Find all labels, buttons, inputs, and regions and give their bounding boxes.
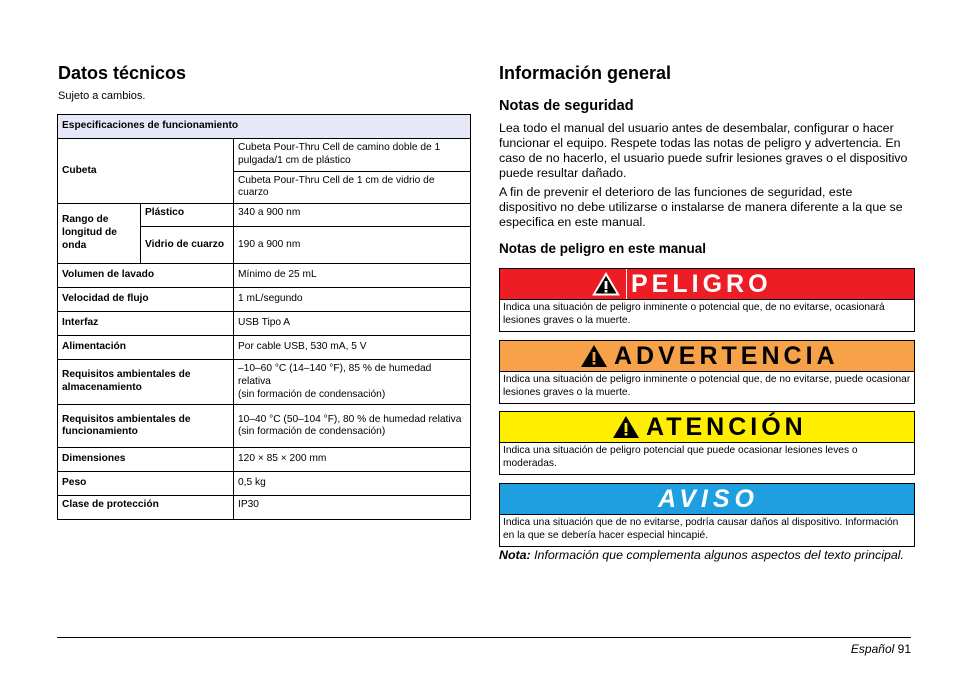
table-row <box>58 264 471 288</box>
hazard-desc-aviso: Indica una situación que de no evitarse, podría causar daños al dispositivo. Información en la que se debería hacer especial hincapié. <box>503 517 899 541</box>
hazard-desc-advertencia: Indica una situación de peligro inminente o potencial que, de no evitarse, puede ocasionar lesiones graves o la muerte. <box>503 374 911 398</box>
hazard-desc-atencion: Indica una situación de peligro potencial que puede ocasionar lesiones leves o moderadas. <box>503 445 858 469</box>
spec-table <box>57 114 471 520</box>
cell-label: Cubeta <box>58 139 234 204</box>
subtitle: Sujeto a cambios. <box>58 90 146 102</box>
note-paragraph <box>499 548 913 563</box>
cell-label: Interfaz <box>58 312 234 336</box>
table-header: Especificaciones de funcionamiento <box>58 115 471 139</box>
table-row <box>58 115 471 139</box>
cell-label: Alimentación <box>58 336 234 360</box>
cell-sublabel: Vidrio de cuarzo <box>141 227 234 264</box>
hazard-box-peligro <box>499 268 915 332</box>
cell-label: Requisitos ambientales de funcionamiento <box>58 405 234 448</box>
cell-value: Por cable USB, 530 mA, 5 V <box>234 336 471 360</box>
cell-value: –10–60 °C (14–140 °F), 85 % de humedad relativa (sin formación de condensación) <box>234 360 471 405</box>
hazard-heading: Notas de peligro en este manual <box>499 241 707 256</box>
warning-icon <box>580 344 608 368</box>
safety-paragraph-2: A fin de prevenir el deterioro de las funciones de seguridad, este dispositivo no debe utilizarse o instalarse de manera diferente a la que se especifica en este manual. <box>499 185 903 229</box>
hazard-word-aviso: AVISO <box>658 484 759 513</box>
cell-value: 1 mL/segundo <box>234 288 471 312</box>
table-row <box>58 405 471 448</box>
hazard-box-atencion <box>499 411 915 475</box>
hazard-word-peligro: PELIGRO <box>631 269 772 298</box>
hazard-word-advertencia: ADVERTENCIA <box>614 341 839 370</box>
hazard-band-atencion <box>500 412 914 443</box>
cell-value: 340 a 900 nm <box>234 204 471 227</box>
page-number: 91 <box>897 642 911 656</box>
hazard-desc-peligro: Indica una situación de peligro inminente o potencial que, de no evitarse, ocasionará lesiones graves o la muerte. <box>503 302 885 326</box>
cell-value: 190 a 900 nm <box>234 227 471 264</box>
table-row <box>58 312 471 336</box>
page-title-informacion-general: Información general <box>499 63 672 83</box>
table-row <box>58 472 471 496</box>
note-label: Nota: <box>499 548 531 562</box>
cell-label: Clase de protección <box>58 496 234 520</box>
hazard-band-peligro <box>500 269 914 300</box>
note-text: Información que complementa algunos aspectos del texto principal. <box>530 548 904 562</box>
cell-label: Requisitos ambientales de almacenamiento <box>58 360 234 405</box>
cell-value: 0,5 kg <box>234 472 471 496</box>
table-row <box>58 336 471 360</box>
table-row <box>58 360 471 405</box>
hazard-word-atencion: ATENCIÓN <box>646 412 807 441</box>
table-row <box>58 139 471 172</box>
cell-label: Dimensiones <box>58 448 234 472</box>
table-row <box>58 496 471 520</box>
cell-value: Cubeta Pour-Thru Cell de 1 cm de vidrio de cuarzo <box>234 171 471 204</box>
cell-value: USB Tipo A <box>234 312 471 336</box>
hazard-band-aviso <box>500 484 914 515</box>
divider <box>626 269 627 299</box>
cell-value: 10–40 °C (50–104 °F), 80 % de humedad relativa (sin formación de condensación) <box>234 405 471 448</box>
hazard-band-advertencia <box>500 341 914 372</box>
footer <box>851 642 911 656</box>
hazard-box-advertencia <box>499 340 915 404</box>
safety-heading: Notas de seguridad <box>499 98 634 114</box>
cell-label: Rango de longitud de onda <box>58 204 141 264</box>
table-row <box>58 288 471 312</box>
warning-icon <box>612 415 640 439</box>
warning-icon <box>592 272 620 296</box>
page-title-datos-tecnicos: Datos técnicos <box>58 63 187 83</box>
cell-label: Volumen de lavado <box>58 264 234 288</box>
cell-value: Mínimo de 25 mL <box>234 264 471 288</box>
table-row <box>58 448 471 472</box>
table-row <box>58 204 471 227</box>
cell-label: Velocidad de flujo <box>58 288 234 312</box>
cell-value: Cubeta Pour-Thru Cell de camino doble de 1 pulgada/1 cm de plástico <box>234 139 471 172</box>
cell-value: IP30 <box>234 496 471 520</box>
cell-value: 120 × 85 × 200 mm <box>234 448 471 472</box>
cell-sublabel: Plástico <box>141 204 234 227</box>
cell-label: Peso <box>58 472 234 496</box>
footer-language: Español <box>850 642 895 656</box>
hazard-box-aviso <box>499 483 915 547</box>
safety-paragraph-1: Lea todo el manual del usuario antes de desembalar, configurar o hacer funcionar el equipo. Respete todas las notas de peligro y advertencia. En caso de no hacerlo, el usuario puede sufrir lesiones graves o el dispositivo puede resultar dañado. <box>499 121 908 180</box>
footer-divider <box>57 637 911 638</box>
